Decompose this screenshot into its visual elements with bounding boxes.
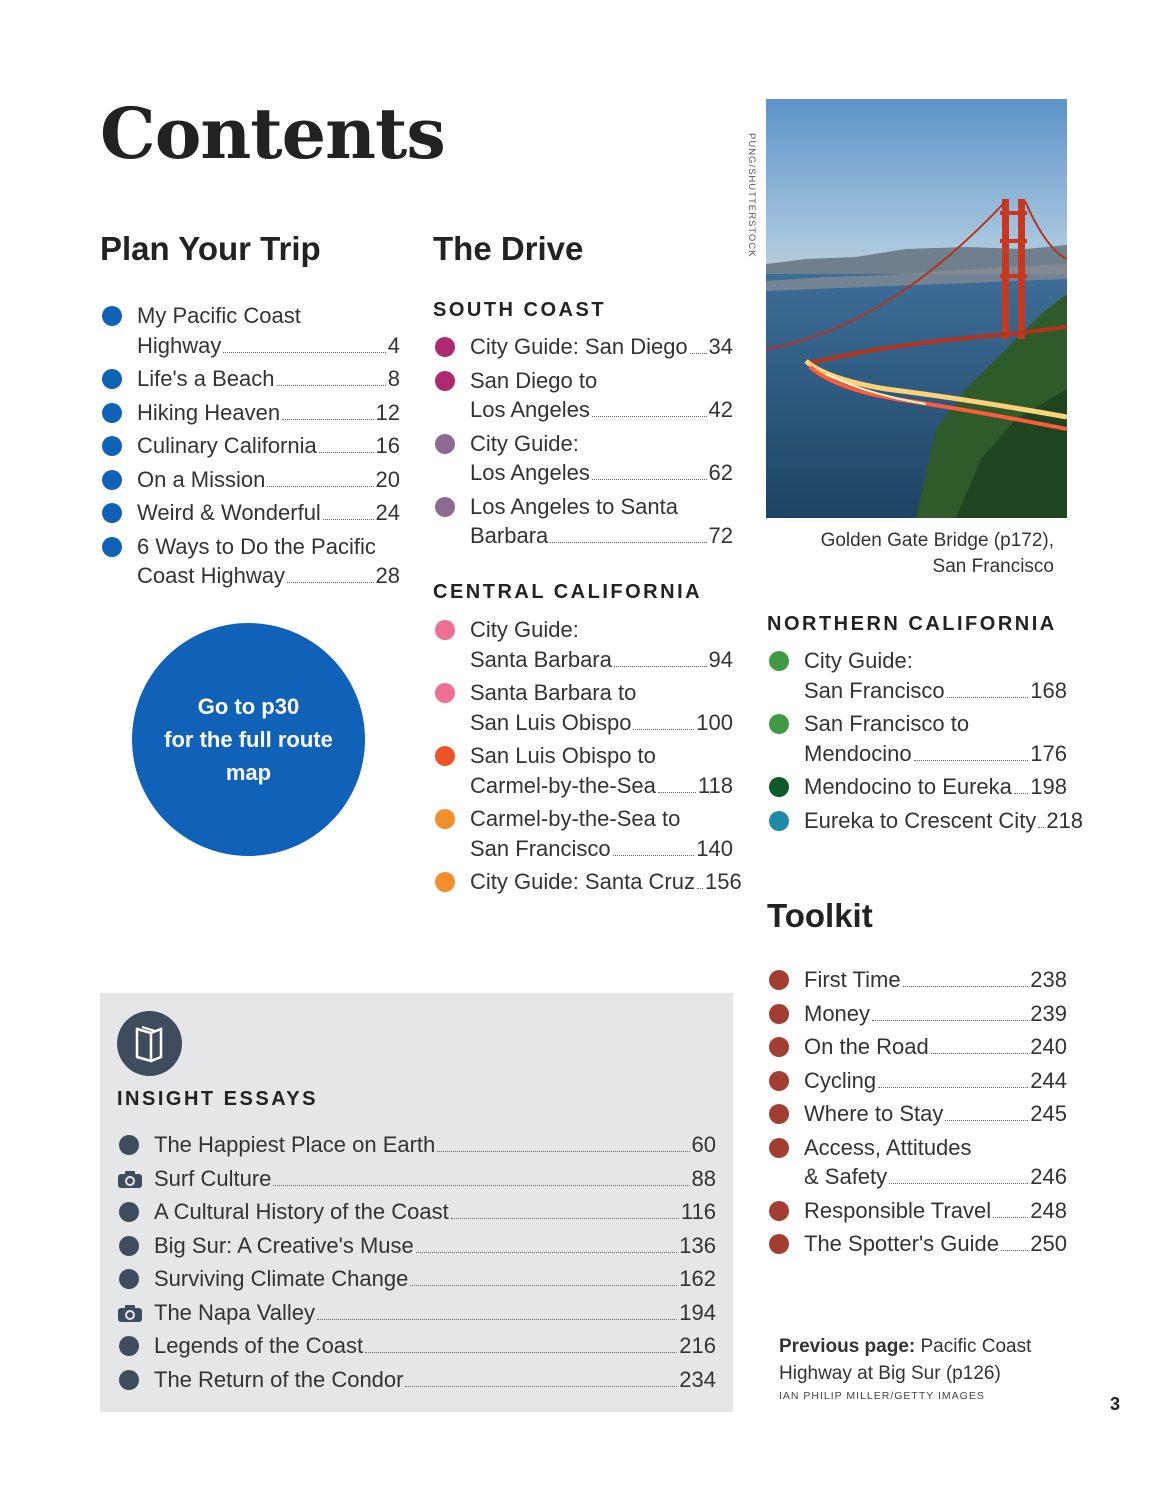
- page-ref: 194: [679, 1299, 716, 1325]
- page-ref: 198: [1030, 774, 1067, 799]
- south-coast-entry[interactable]: [433, 366, 733, 425]
- entry-title-line: San Francisco to: [804, 711, 970, 736]
- entry-title: City Guide: San Diego: [470, 334, 688, 359]
- plan-entry[interactable]: [100, 431, 400, 461]
- central-california-entry[interactable]: [433, 804, 733, 863]
- bullet-dot-icon: [769, 1201, 789, 1221]
- page-ref: 116: [680, 1199, 716, 1224]
- page-number: 3: [1110, 1394, 1121, 1414]
- entry-title: The Spotter's Guide: [804, 1231, 999, 1256]
- south-coast-entry[interactable]: [433, 492, 733, 551]
- bullet-dot-icon: [119, 1370, 139, 1390]
- page-title: Contents: [100, 92, 445, 175]
- page-ref: 62: [708, 460, 733, 485]
- route-map-callout[interactable]: [132, 623, 365, 856]
- entry-title: San Francisco: [470, 835, 611, 861]
- photo-caption: [766, 528, 1054, 580]
- dot-leader: [410, 1285, 677, 1286]
- essay-title: The Happiest Place on Earth: [154, 1132, 436, 1157]
- bullet-dot-icon: [769, 651, 789, 671]
- dot-leader: [993, 1217, 1028, 1218]
- page-ref: 244: [1030, 1067, 1067, 1093]
- dot-leader: [273, 1185, 689, 1186]
- page-ref: 240: [1030, 1034, 1067, 1059]
- essay-title: A Cultural History of the Coast: [154, 1199, 449, 1224]
- central-california-entry[interactable]: [433, 741, 733, 800]
- central-california-list: [433, 615, 742, 901]
- south-coast-heading: SOUTH COAST: [433, 299, 607, 321]
- essay-entry[interactable]: [117, 1197, 716, 1227]
- plan-list: [100, 301, 400, 595]
- page-ref: 16: [375, 433, 400, 458]
- page-ref: 118: [697, 772, 733, 798]
- entry-title-line: 6 Ways to Do the Pacific: [137, 533, 376, 559]
- entry-title: Carmel-by-the-Sea: [470, 772, 656, 798]
- plan-entry[interactable]: [100, 532, 400, 591]
- entry-title-line: Los Angeles to Santa: [470, 493, 678, 519]
- essay-title: Big Sur: A Creative's Muse: [154, 1232, 414, 1258]
- page-ref: 20: [375, 466, 400, 492]
- page-ref: 12: [375, 399, 400, 425]
- essay-entry[interactable]: [117, 1298, 716, 1328]
- northern-california-list: [767, 646, 1084, 839]
- entry-title-line: Carmel-by-the-Sea to: [470, 806, 681, 831]
- bullet-dot-icon: [435, 683, 455, 703]
- entry-title-line: City Guide:: [470, 617, 579, 642]
- entry-title: Weird & Wonderful: [137, 500, 321, 525]
- entry-title: First Time: [804, 967, 901, 992]
- entry-title: On the Road: [804, 1034, 929, 1059]
- book-icon: [117, 1011, 182, 1076]
- essay-title: The Napa Valley: [154, 1299, 316, 1325]
- bullet-dot-icon: [435, 337, 455, 357]
- toolkit-entry[interactable]: [767, 965, 1067, 995]
- bullet-dot-icon: [119, 1202, 139, 1222]
- bullet-dot-icon: [102, 537, 122, 557]
- entry-title: Mendocino to Eureka: [804, 774, 1012, 799]
- essay-title: The Return of the Condor: [154, 1366, 404, 1392]
- bullet-dot-icon: [102, 369, 122, 389]
- entry-title: San Luis Obispo: [470, 709, 632, 735]
- dot-leader: [878, 1087, 1028, 1088]
- dot-leader: [317, 1319, 677, 1320]
- previous-page-caption: [779, 1333, 1031, 1387]
- dot-leader: [287, 582, 374, 583]
- entry-title-line: Santa Barbara to: [470, 680, 637, 705]
- entry-title: Santa Barbara: [470, 646, 612, 672]
- dot-leader: [592, 479, 707, 480]
- caption-line-2: San Francisco: [932, 556, 1054, 577]
- dot-leader: [1038, 827, 1044, 828]
- toolkit-entry[interactable]: [767, 1229, 1067, 1259]
- camera-icon: [117, 1170, 143, 1189]
- bullet-dot-icon: [435, 620, 455, 640]
- bullet-dot-icon: [769, 811, 789, 831]
- central-california-entry[interactable]: [433, 867, 742, 897]
- dot-leader: [697, 888, 703, 889]
- toolkit-list: [767, 965, 1067, 1263]
- toolkit-entry[interactable]: [767, 999, 1067, 1029]
- bullet-dot-icon: [119, 1135, 139, 1155]
- dot-leader: [365, 1352, 677, 1353]
- page-ref: 88: [691, 1165, 716, 1191]
- dot-leader: [267, 486, 373, 487]
- page-ref: 100: [696, 709, 733, 735]
- dot-leader: [405, 1386, 677, 1387]
- callout-line-3: map: [225, 760, 272, 785]
- page-ref: 238: [1030, 967, 1067, 992]
- toolkit-entry[interactable]: [767, 1032, 1067, 1062]
- entry-title-line: My Pacific Coast: [137, 303, 301, 328]
- callout-line-1: Go to p30: [197, 694, 300, 719]
- page-ref: 42: [708, 397, 733, 422]
- essay-entry[interactable]: [117, 1264, 716, 1294]
- dot-leader: [277, 385, 386, 386]
- bullet-dot-icon: [769, 1138, 789, 1158]
- essay-title: Legends of the Coast: [154, 1333, 364, 1358]
- entry-title: Cycling: [804, 1067, 877, 1093]
- dot-leader: [1001, 1250, 1028, 1251]
- page-ref: 94: [708, 646, 733, 672]
- dot-leader: [550, 542, 706, 543]
- page-ref: 218: [1046, 807, 1084, 833]
- essay-entry[interactable]: [117, 1365, 716, 1395]
- dot-leader: [690, 353, 707, 354]
- bullet-dot-icon: [769, 1071, 789, 1091]
- central-california-entry[interactable]: [433, 678, 733, 737]
- entry-title: Money: [804, 1000, 871, 1026]
- page-ref: 34: [708, 334, 733, 359]
- page-ref: 245: [1030, 1101, 1067, 1126]
- dot-leader: [323, 519, 374, 520]
- south-coast-entry[interactable]: [433, 429, 733, 488]
- dot-leader: [1014, 793, 1028, 794]
- bullet-dot-icon: [769, 1234, 789, 1254]
- dot-leader: [903, 986, 1029, 987]
- page-ref: 28: [375, 563, 400, 588]
- toolkit-entry[interactable]: [767, 1066, 1067, 1096]
- plan-entry[interactable]: [100, 364, 400, 394]
- page-ref: 176: [1030, 740, 1067, 766]
- page-ref: 246: [1030, 1164, 1067, 1189]
- page-ref: 136: [679, 1232, 716, 1258]
- northern-california-entry[interactable]: [767, 806, 1084, 836]
- essay-entry[interactable]: [117, 1331, 716, 1361]
- bullet-dot-icon: [435, 434, 455, 454]
- entry-title: On a Mission: [137, 466, 266, 492]
- bullet-dot-icon: [102, 470, 122, 490]
- entry-title: Where to Stay: [804, 1101, 944, 1126]
- essay-title: Surf Culture: [154, 1165, 272, 1191]
- plan-entry[interactable]: [100, 301, 400, 360]
- plan-entry[interactable]: [100, 498, 400, 528]
- bullet-dot-icon: [435, 371, 455, 391]
- dot-leader: [945, 1120, 1028, 1121]
- south-coast-entry[interactable]: [433, 332, 733, 362]
- entry-title-line: San Luis Obispo to: [470, 743, 656, 768]
- caption-line-1: Golden Gate Bridge (p172),: [820, 530, 1054, 551]
- photo-credit: PUNG/SHUTTERSTOCK: [746, 133, 757, 258]
- bullet-dot-icon: [435, 809, 455, 829]
- page-ref: 140: [696, 835, 733, 861]
- entry-title: Highway: [137, 332, 222, 358]
- previous-page-credit: IAN PHILIP MILLER/GETTY IMAGES: [779, 1390, 985, 1402]
- entry-title: City Guide: Santa Cruz: [470, 869, 695, 894]
- page-ref: 234: [679, 1366, 716, 1392]
- bullet-dot-icon: [769, 714, 789, 734]
- dot-leader: [416, 1252, 678, 1253]
- entry-title: Life's a Beach: [137, 366, 275, 391]
- page-ref: 156: [704, 869, 742, 894]
- plan-heading: Plan Your Trip: [100, 230, 321, 267]
- callout-line-2: for the full route: [164, 727, 333, 752]
- page-ref: 168: [1030, 677, 1067, 703]
- entry-title: Coast Highway: [137, 563, 285, 588]
- bullet-dot-icon: [435, 746, 455, 766]
- page-ref: 24: [375, 500, 400, 525]
- entry-title-line: City Guide:: [470, 430, 579, 456]
- bullet-dot-icon: [769, 1104, 789, 1124]
- dot-leader: [889, 1183, 1028, 1184]
- plan-entry[interactable]: [100, 465, 400, 495]
- page-ref: 250: [1030, 1231, 1067, 1256]
- dot-leader: [437, 1151, 689, 1152]
- essay-title: Surviving Climate Change: [154, 1266, 409, 1291]
- dot-leader: [872, 1020, 1028, 1021]
- dot-leader: [914, 760, 1029, 761]
- essay-entry[interactable]: [117, 1164, 716, 1194]
- dot-leader: [282, 419, 373, 420]
- dot-leader: [613, 855, 695, 856]
- bullet-dot-icon: [769, 970, 789, 990]
- toolkit-heading: Toolkit: [767, 897, 873, 934]
- drive-heading: The Drive: [433, 230, 584, 267]
- entry-title: San Francisco: [804, 677, 945, 703]
- entry-title: & Safety: [804, 1164, 888, 1189]
- plan-entry[interactable]: [100, 398, 400, 428]
- entry-title: Responsible Travel: [804, 1197, 992, 1223]
- entry-title: Hiking Heaven: [137, 399, 281, 425]
- entry-title: Barbara: [470, 523, 549, 548]
- entry-title: Los Angeles: [470, 460, 590, 485]
- entry-title: Culinary California: [137, 433, 317, 458]
- south-coast-list: [433, 332, 733, 555]
- bullet-dot-icon: [119, 1336, 139, 1356]
- northern-california-entry[interactable]: [767, 772, 1067, 802]
- dot-leader: [658, 792, 696, 793]
- central-california-entry[interactable]: [433, 615, 733, 674]
- dot-leader: [633, 729, 694, 730]
- previous-page-text-2: Highway at Big Sur (p126): [779, 1363, 1001, 1384]
- entry-title-line: San Diego to: [470, 367, 598, 393]
- northern-california-heading: NORTHERN CALIFORNIA: [767, 613, 1057, 635]
- dot-leader: [614, 666, 707, 667]
- bullet-dot-icon: [102, 503, 122, 523]
- toolkit-entry[interactable]: [767, 1133, 1067, 1192]
- toolkit-entry[interactable]: [767, 1196, 1067, 1226]
- dot-leader: [931, 1053, 1029, 1054]
- insight-essays-list: [117, 1130, 716, 1398]
- page-ref: 162: [679, 1266, 716, 1291]
- page-ref: 60: [691, 1132, 716, 1157]
- page-ref: 216: [679, 1333, 716, 1358]
- central-california-heading: CENTRAL CALIFORNIA: [433, 581, 703, 603]
- dot-leader: [592, 416, 707, 417]
- golden-gate-photo: [766, 99, 1067, 518]
- dot-leader: [947, 697, 1029, 698]
- northern-california-entry[interactable]: [767, 646, 1067, 705]
- essay-entry[interactable]: [117, 1130, 716, 1160]
- insight-essays-heading: INSIGHT ESSAYS: [117, 1088, 318, 1110]
- dot-leader: [451, 1218, 679, 1219]
- bullet-dot-icon: [769, 1037, 789, 1057]
- dot-leader: [223, 352, 385, 353]
- bullet-dot-icon: [119, 1269, 139, 1289]
- page-ref: 8: [387, 366, 400, 391]
- bullet-dot-icon: [102, 403, 122, 423]
- previous-page-text-1: Pacific Coast: [915, 1336, 1032, 1357]
- toolkit-entry[interactable]: [767, 1099, 1067, 1129]
- bullet-dot-icon: [102, 436, 122, 456]
- northern-california-entry[interactable]: [767, 709, 1067, 768]
- bullet-dot-icon: [435, 497, 455, 517]
- essay-entry[interactable]: [117, 1231, 716, 1261]
- previous-page-label: Previous page:: [779, 1336, 916, 1357]
- entry-title-line: Access, Attitudes: [804, 1134, 972, 1160]
- entry-title: Eureka to Crescent City: [804, 807, 1037, 833]
- page-ref: 239: [1030, 1000, 1067, 1026]
- page-ref: 72: [708, 523, 733, 548]
- bullet-dot-icon: [435, 872, 455, 892]
- bullet-dot-icon: [769, 777, 789, 797]
- bullet-dot-icon: [769, 1004, 789, 1024]
- entry-title: Mendocino: [804, 740, 912, 766]
- camera-icon: [117, 1304, 143, 1323]
- bullet-dot-icon: [119, 1236, 139, 1256]
- bullet-dot-icon: [102, 306, 122, 326]
- entry-title: Los Angeles: [470, 397, 590, 422]
- dot-leader: [319, 452, 374, 453]
- page-ref: 4: [387, 332, 400, 358]
- page-ref: 248: [1030, 1197, 1067, 1223]
- entry-title-line: City Guide:: [804, 648, 913, 673]
